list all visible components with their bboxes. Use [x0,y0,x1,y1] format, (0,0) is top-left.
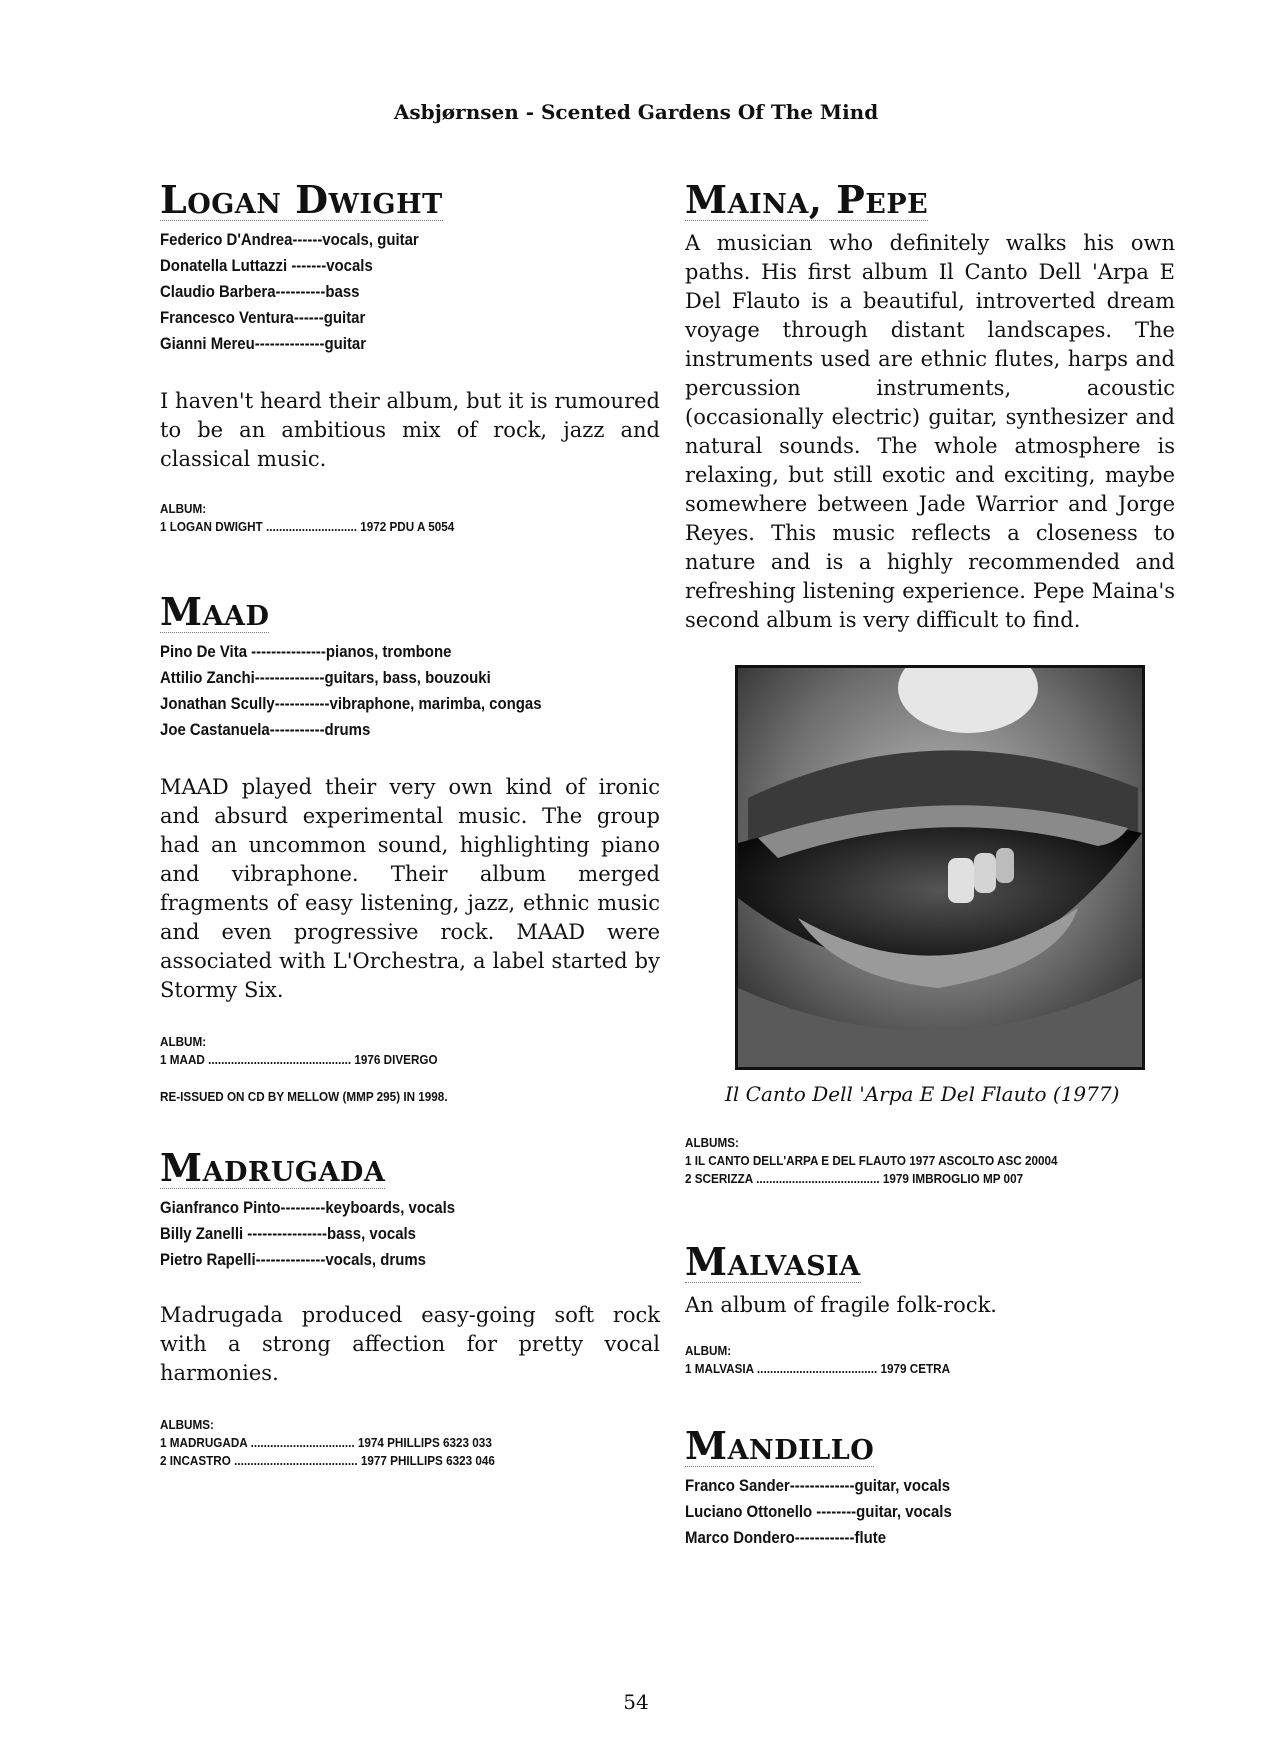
discography-label: ALBUM: [160,500,207,516]
member-line: Franco Sander-------------guitar, vocals [685,1475,951,1495]
band-description: Madrugada produced easy-going soft rock with a strong affection for pretty vocal harmonies. [160,1302,660,1385]
band-description: MAAD played their very own kind of ironic and absurd experimental music. The group had an uncommon sound, highlighting piano and vibraphone. Their album merged fragments of easy listening, jazz, ethnic music and even progressive rock. MAAD were associated with L'Orchestra, a label started by Stormy Six. [160,774,660,1002]
entry-mandillo [685,1422,1175,1551]
band-name: Mandillo [685,1422,875,1468]
running-head: Asbjørnsen - Scented Gardens Of The Mind [393,100,879,124]
band-name: Malvasia [685,1238,861,1284]
member-list [160,1195,600,1273]
discography-label: ALBUM: [685,1342,732,1358]
band-name: Logan Dwight [160,177,443,222]
member-line: Federico D'Andrea------vocals, guitar [160,229,419,249]
member-list [160,639,600,743]
album-row: 1 MALVASIA ..................................... 1979 CETRA [685,1360,951,1376]
entry-logan-dwight [160,177,660,536]
album-row: 1 MAAD ............................................ 1976 DIVERGO [160,1051,438,1067]
discography [160,1033,610,1069]
entry-maina-pepe [685,177,1175,1188]
album-row: 2 SCERIZZA ...................................... 1979 IMBROGLIO MP 007 [685,1170,1024,1186]
discography [160,1416,610,1470]
band-description: An album of fragile folk-rock. [685,1292,997,1317]
album-row: 1 MADRUGADA ................................ 1974 PHILLIPS 6323 033 [160,1434,492,1450]
member-line: Donatella Luttazzi -------vocals [160,255,373,275]
left-column [160,177,660,1470]
member-line: Gianfranco Pinto---------keyboards, vocals [160,1197,456,1217]
album-row: 2 INCASTRO ...................................... 1977 PHILLIPS 6323 046 [160,1452,495,1468]
album-row: 1 IL CANTO DELL'ARPA E DEL FLAUTO 1977 ASCOLTO ASC 20004 [685,1152,1058,1168]
member-line: Pino De Vita ---------------pianos, trombone [160,641,452,661]
member-line: Gianni Mereu--------------guitar [160,333,367,353]
page-number: 54 [623,1690,649,1714]
band-name: Madrugada [160,1144,386,1190]
discography-label: ALBUMS: [160,1416,214,1432]
discography [160,500,610,536]
band-name: Maina, Pepe [685,177,929,222]
discography [685,1134,1126,1188]
member-line: Joe Castanuela-----------drums [160,719,371,739]
album-row: 1 LOGAN DWIGHT ............................ 1972 PDU A 5054 [160,518,455,534]
discography [685,1342,1126,1378]
photo-caption: Il Canto Dell 'Arpa E Del Flauto (1977) [725,1081,1120,1106]
reissue-note: RE-ISSUED ON CD BY MELLOW (MMP 295) IN 1998. [160,1088,448,1104]
right-column [685,177,1175,1551]
member-line: Attilio Zanchi--------------guitars, bass, bouzouki [160,667,491,687]
member-line: Claudio Barbera----------bass [160,281,360,301]
entry-malvasia [685,1238,1175,1378]
entry-madrugada [160,1144,660,1470]
album-cover-photo [735,665,1145,1070]
member-line: Pietro Rapelli--------------vocals, drums [160,1249,426,1269]
discography-label: ALBUM: [160,1033,207,1049]
member-list [160,227,600,357]
mouth-photo-icon [738,668,1142,1067]
member-line: Francesco Ventura------guitar [160,307,366,327]
member-line: Billy Zanelli ----------------bass, vocals [160,1223,416,1243]
member-line: Jonathan Scully-----------vibraphone, marimba, congas [160,693,542,713]
member-line: Luciano Ottonello --------guitar, vocals [685,1501,952,1521]
band-description: I haven't heard their album, but it is rumoured to be an ambitious mix of rock, jazz and classical music. [160,388,660,471]
band-name: Maad [160,588,270,634]
band-description: A musician who definitely walks his own paths. His first album Il Canto Dell 'Arpa E Del Flauto is a beautiful, introverted dream voyage through distant landscapes. The instruments used are ethnic flutes, harps and percussion instruments, acoustic (occasionally electric) guitar, synthesizer and natural sounds. The whole atmosphere is relaxing, but still exotic and exciting, maybe somewhere between Jade Warrior and Jorge Reyes. This music reflects a closeness to nature and is a highly recommended and refreshing listening experience. Pepe Maina's second album is very difficult to find. [685,230,1175,632]
discography-label: ALBUMS: [685,1134,739,1150]
member-list [685,1473,1116,1551]
entry-maad [160,588,660,1104]
member-line: Marco Dondero------------flute [685,1527,887,1547]
